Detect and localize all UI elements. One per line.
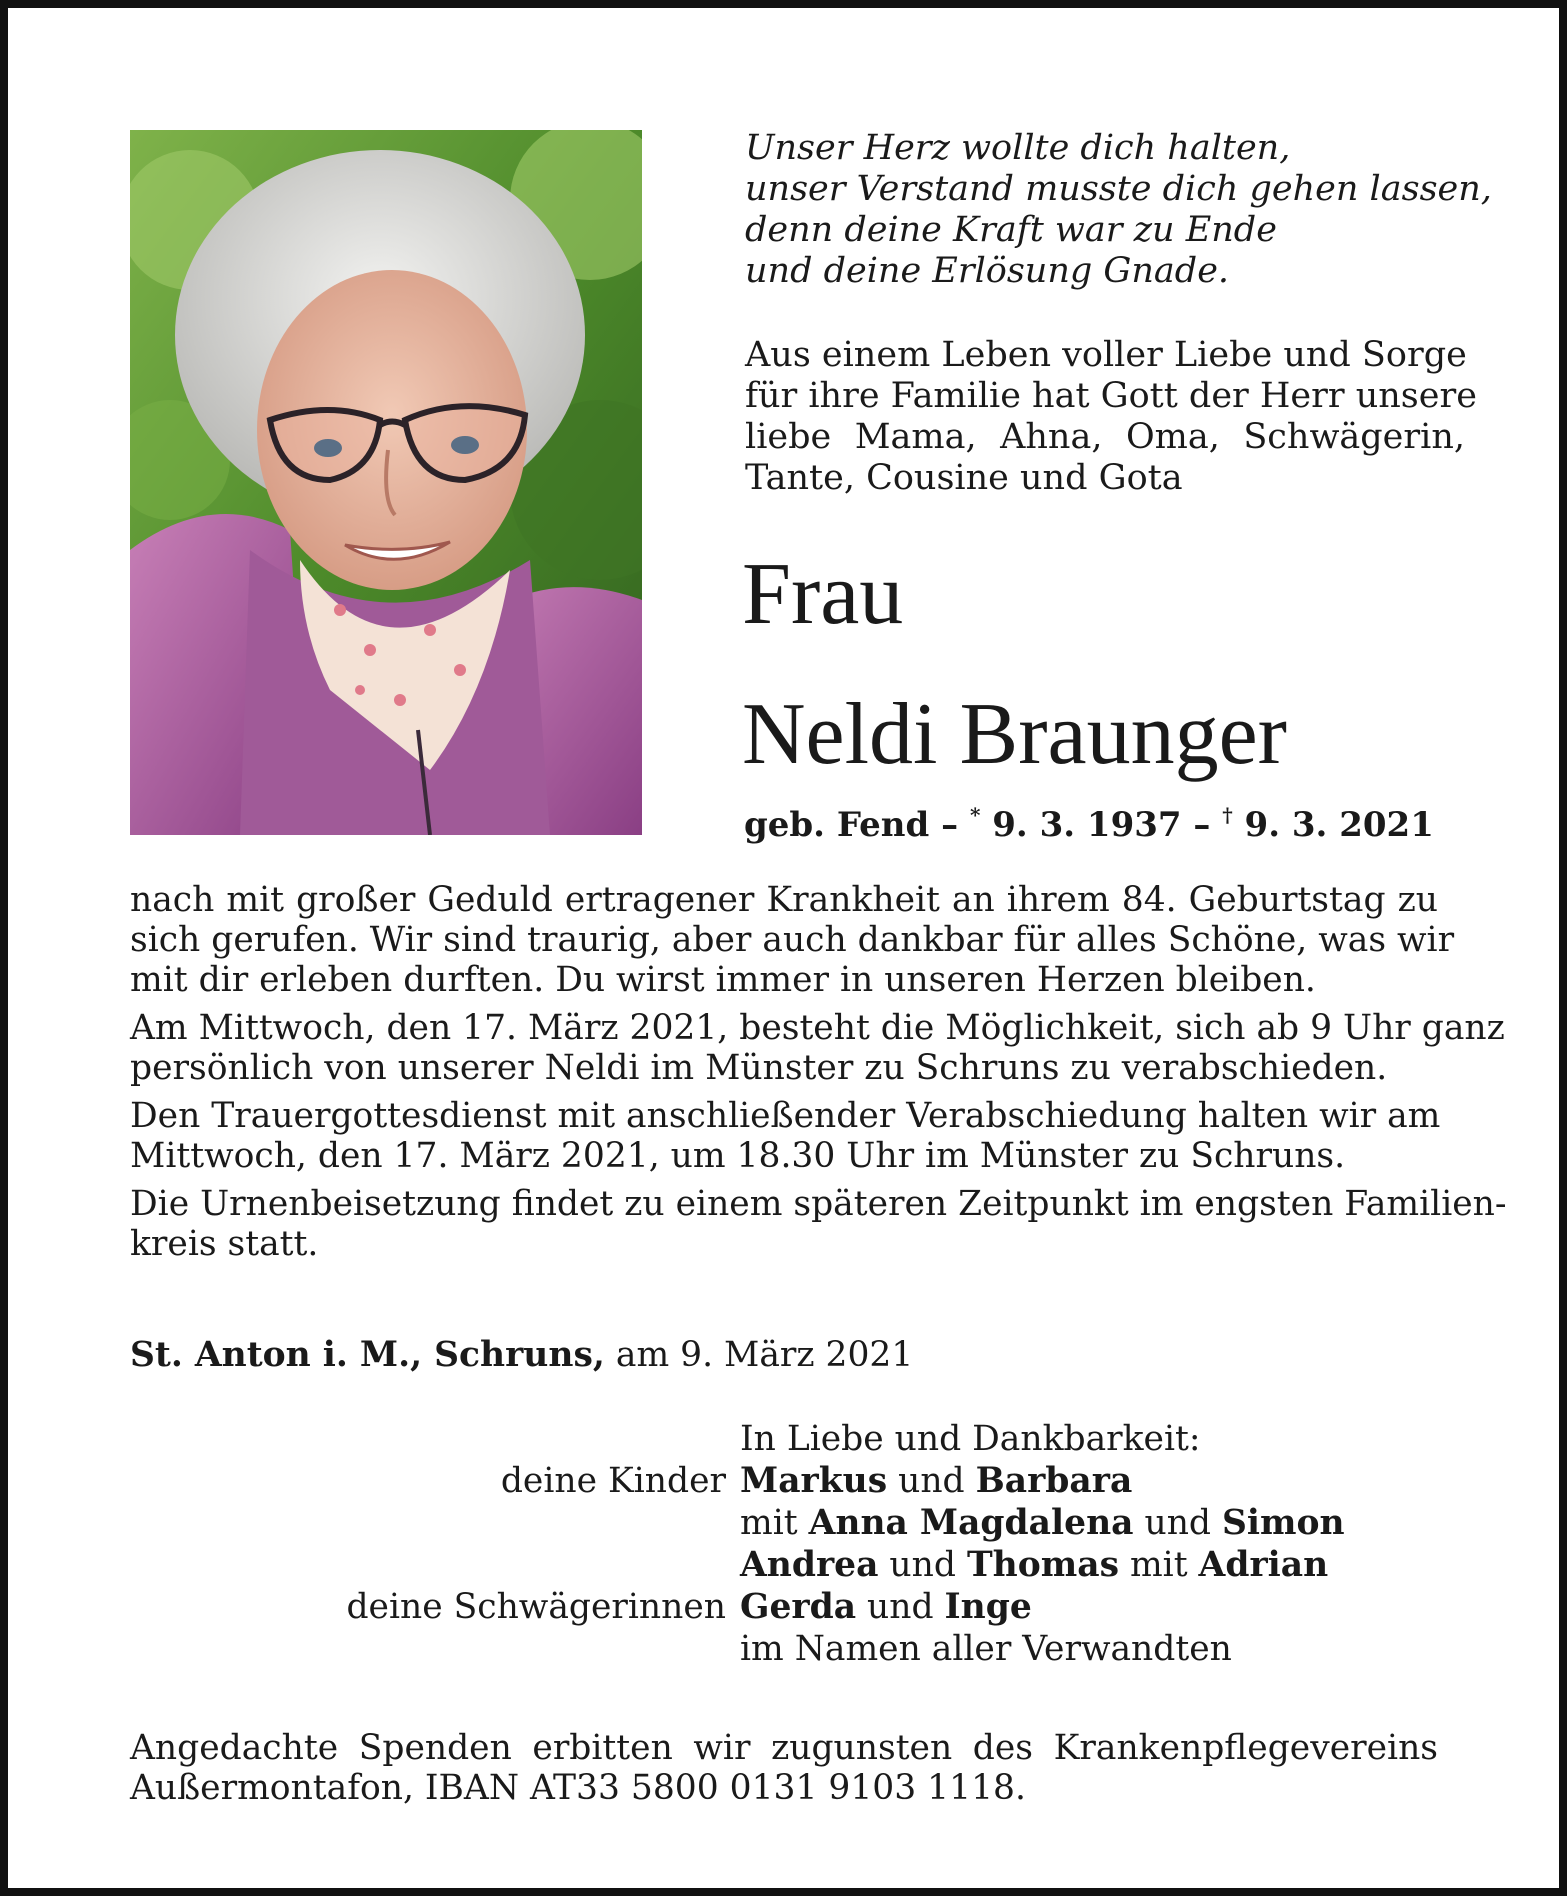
name-title: Frau: [742, 546, 904, 643]
portrait-photo: [130, 130, 642, 835]
text-line: Den Trauergottesdienst mit anschließender Verabschiedung halten wir am: [130, 1096, 1441, 1136]
signer-name: Simon: [1222, 1503, 1345, 1543]
relation-label: deine Kinder: [500, 1461, 726, 1501]
birth-name: geb. Fend: [744, 805, 930, 845]
dash: –: [929, 805, 970, 845]
text-line: persönlich von unserer Neldi im Münster zu Schruns zu verabschieden.: [130, 1048, 1388, 1088]
poem-line: Unser Herz wollte dich halten,: [745, 128, 1291, 168]
signers-intro-row: [130, 1418, 1470, 1460]
death-symbol: †: [1222, 803, 1233, 827]
body-text: [130, 880, 1507, 1272]
relation-label: deine Schwägerinnen: [346, 1587, 726, 1627]
deceased-name: Neldi Braunger: [742, 686, 1287, 783]
signer-name: Markus: [740, 1461, 888, 1501]
signers-kinder-row: deine Kinder Markus und Barbara: [130, 1460, 1470, 1502]
text-line: Außermontafon, IBAN AT33 5800 0131 9103 1118.: [130, 1768, 1026, 1808]
text-line: kreis statt.: [130, 1224, 319, 1264]
place-name: St. Anton i. M., Schruns,: [130, 1335, 605, 1375]
signers-row: mit Anna Magdalena und Simon: [740, 1503, 1345, 1543]
signers-row: Andrea und Thomas mit Adrian: [740, 1545, 1329, 1585]
intro-line: liebe Mama, Ahna, Oma, Schwägerin,: [745, 417, 1465, 457]
birth-date: 9. 3. 1937: [980, 805, 1182, 845]
text-line: nach mit großer Geduld ertragener Krankheit an ihrem 84. Geburtstag zu: [130, 880, 1438, 920]
intro-line: Tante, Cousine und Gota: [745, 458, 1183, 498]
poem-line: und deine Erlösung Gnade.: [745, 251, 1230, 291]
intro-text: [745, 335, 1477, 499]
text-line: Am Mittwoch, den 17. März 2021, besteht die Möglichkeit, sich ab 9 Uhr ganz: [130, 1008, 1505, 1048]
text-line: sich gerufen. Wir sind traurig, aber auch dankbar für alles Schöne, was wir: [130, 920, 1455, 960]
birth-symbol: *: [969, 803, 981, 827]
place-date: [130, 1335, 913, 1375]
signers-closing: im Namen aller Verwandten: [740, 1629, 1232, 1669]
signer-name: Thomas: [966, 1545, 1119, 1585]
signer-name: Adrian: [1198, 1545, 1329, 1585]
signers: [130, 1418, 1470, 1670]
death-date: 9. 3. 2021: [1232, 805, 1434, 845]
signers-closing-row: [130, 1628, 1470, 1670]
text-line: Mittwoch, den 17. März 2021, um 18.30 Uhr im Münster zu Schruns.: [130, 1136, 1346, 1176]
signers-schwaegerinnen-row: deine Schwägerinnen Gerda und Inge: [130, 1586, 1470, 1628]
signers-intro: In Liebe und Dankbarkeit:: [740, 1419, 1201, 1459]
date-text: am 9. März 2021: [604, 1335, 914, 1375]
signer-name: Barbara: [975, 1461, 1133, 1501]
paragraph: [130, 1008, 1505, 1088]
text-line: mit dir erleben durften. Du wirst immer in unseren Herzen bleiben.: [130, 960, 1316, 1000]
poem-line: denn deine Kraft war zu Ende: [745, 210, 1277, 250]
paragraph: [130, 1096, 1441, 1176]
signer-name: Gerda: [740, 1587, 857, 1627]
signer-name: Inge: [944, 1587, 1032, 1627]
paragraph: [130, 1184, 1507, 1264]
paragraph: [130, 880, 1455, 1000]
intro-line: für ihre Familie hat Gott der Herr unsere: [745, 376, 1477, 416]
life-dates: [744, 795, 1434, 845]
text-line: Angedachte Spenden erbitten wir zugunsten des Krankenpflegevereins: [130, 1728, 1438, 1768]
donation-note: [130, 1728, 1438, 1808]
signer-name: Anna Magdalena: [808, 1503, 1134, 1543]
signer-name: Andrea: [740, 1545, 879, 1585]
dash: –: [1181, 805, 1223, 845]
poem-line: unser Verstand musste dich gehen lassen,: [745, 169, 1492, 209]
intro-line: Aus einem Leben voller Liebe und Sorge: [745, 335, 1467, 375]
poem: [745, 128, 1492, 292]
text-line: Die Urnenbeisetzung findet zu einem späteren Zeitpunkt im engsten Familien-: [130, 1184, 1507, 1224]
